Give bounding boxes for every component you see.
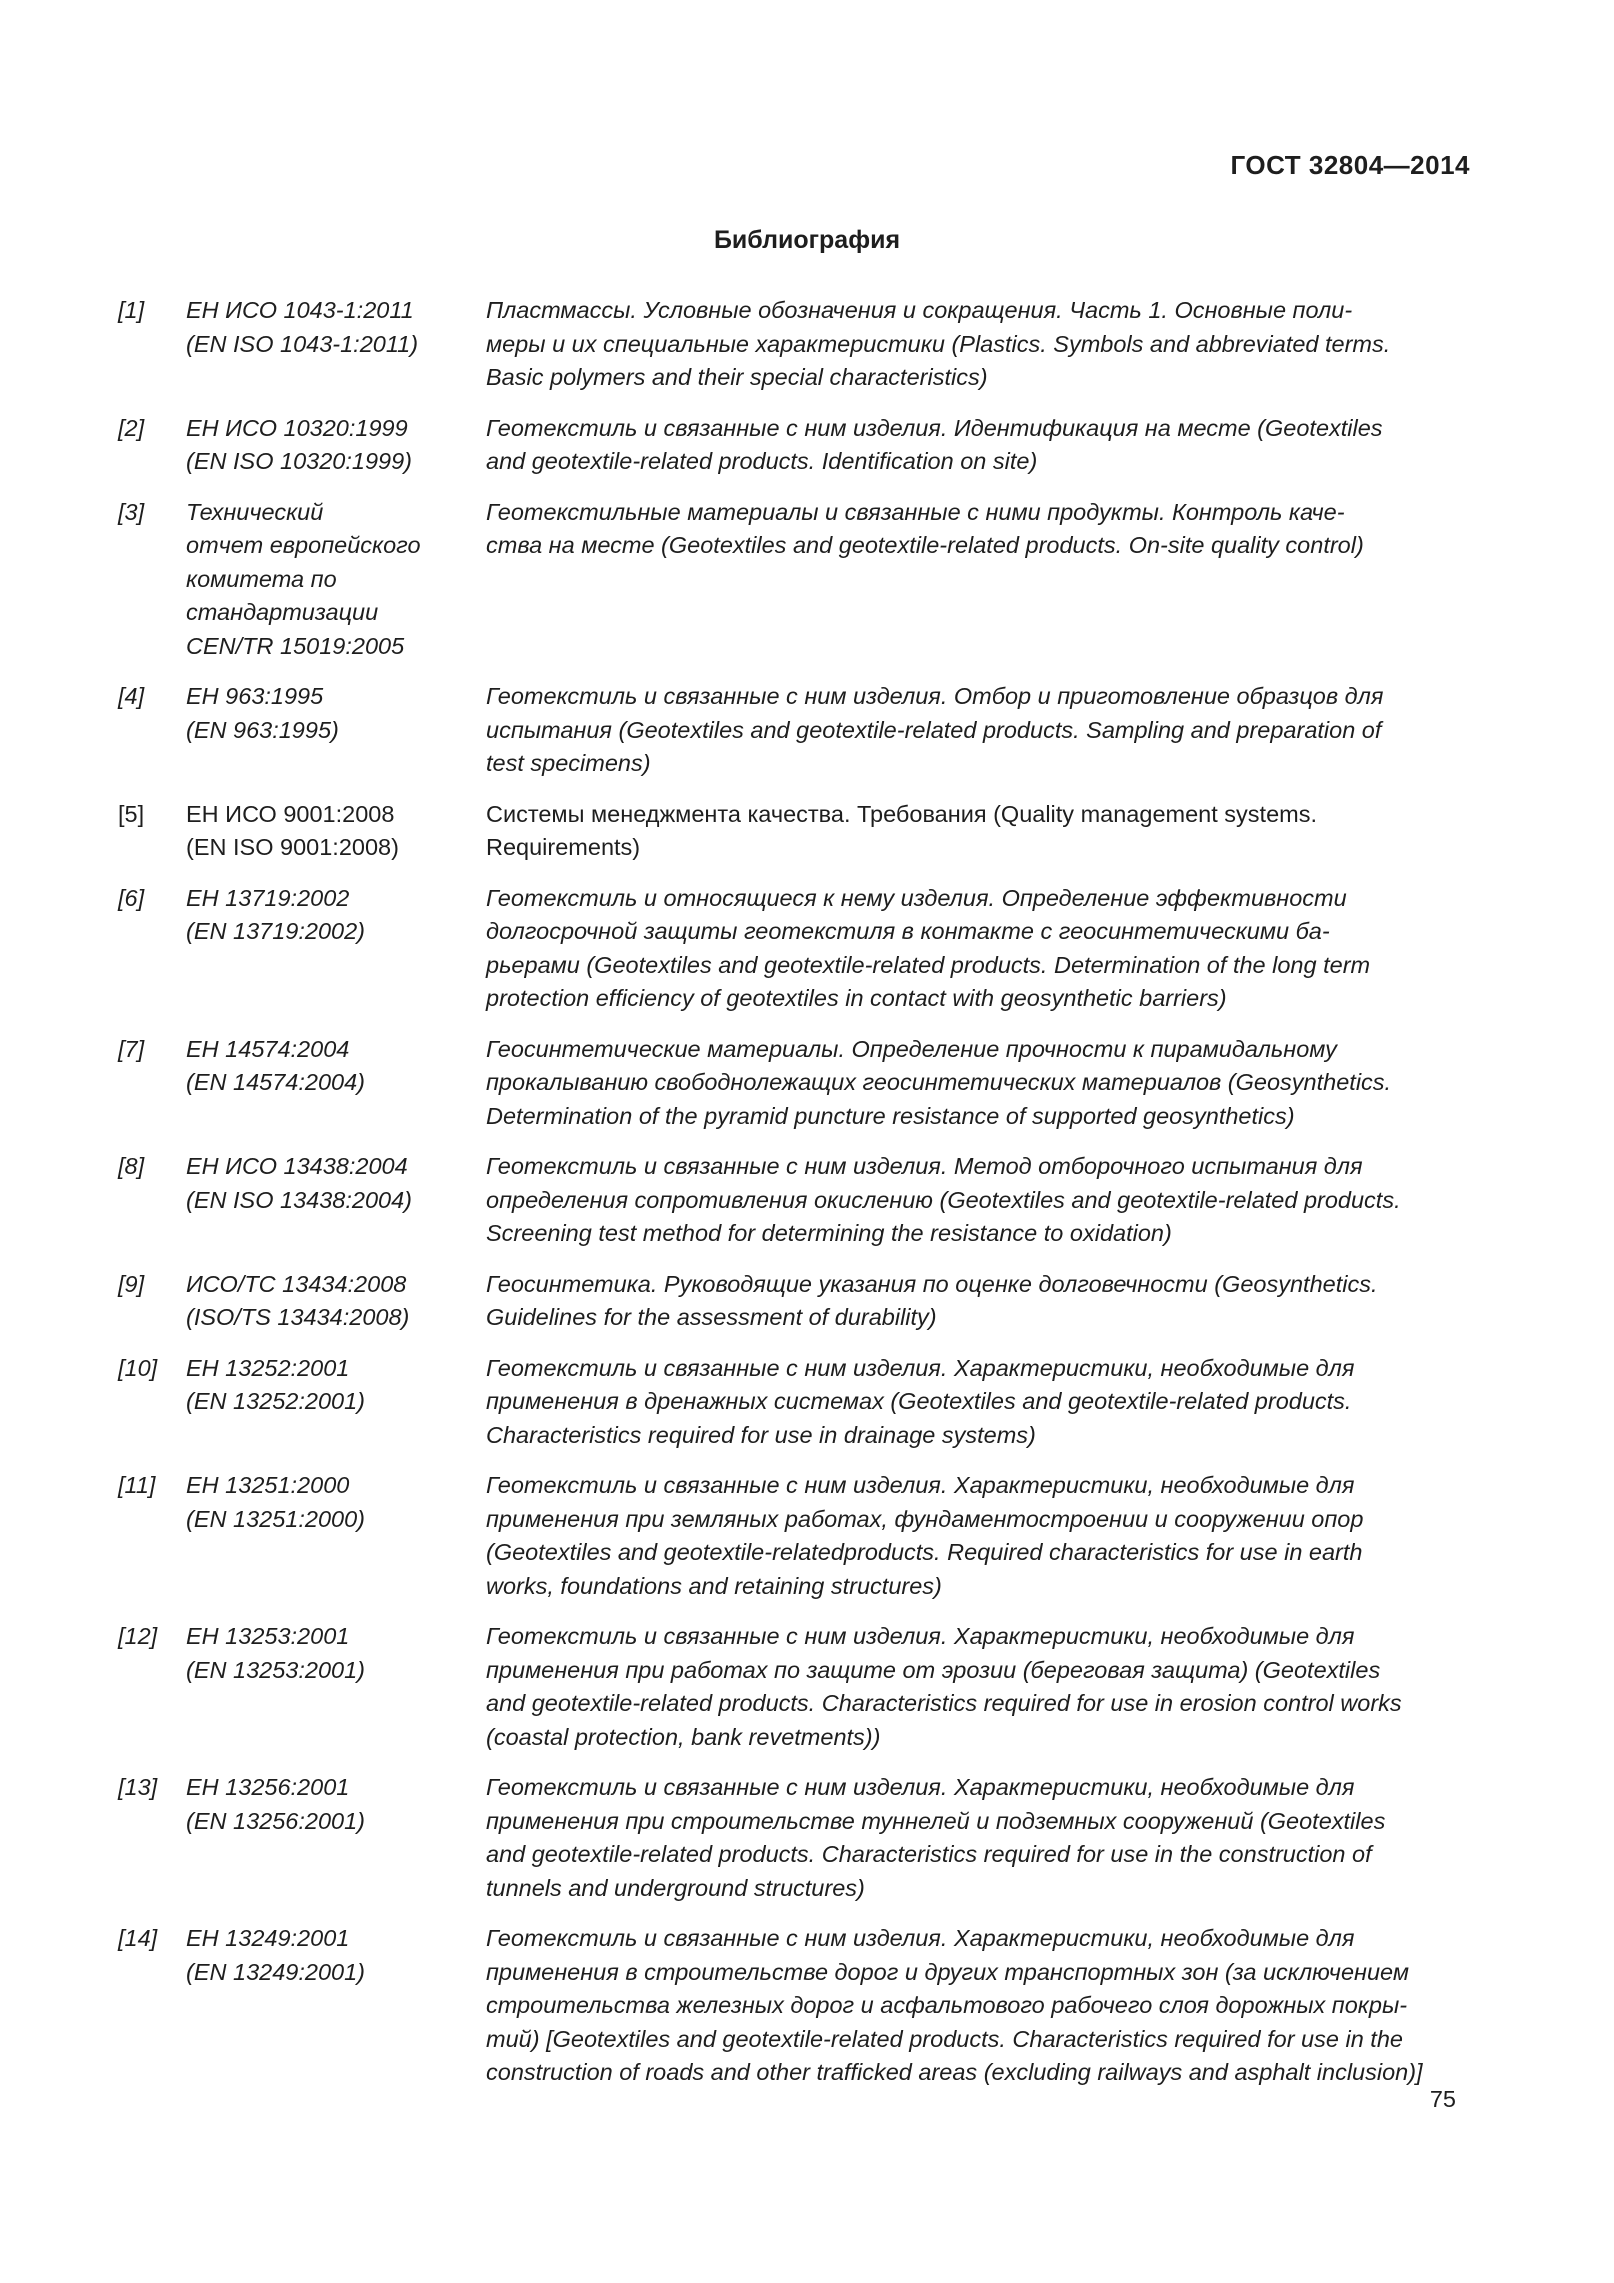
bibliography-entry-12 (118, 1620, 1480, 1754)
page-title: Библиография (713, 226, 901, 254)
bibliography-entry-7 (118, 1033, 1480, 1134)
bibliography-entry-4 (118, 680, 1480, 781)
entry-number: [3] (118, 498, 145, 525)
entry-standard-code: ЕН ИСО 9001:2008 (EN ISO 9001:2008) (186, 800, 399, 860)
bibliography-entry-5 (118, 798, 1480, 865)
entry-standard-code: ЕН 13719:2002 (EN 13719:2002) (186, 884, 365, 944)
entry-number: [1] (118, 297, 145, 323)
entry-description: Геотекстиль и связанные с ним изделия. Отбор и приготовление образцов для испытания (Geotextiles and geotextile-related products. Sampling and preparation of test specimens) (486, 683, 1384, 776)
entry-standard-code: ЕН 13249:2001 (EN 13249:2001) (186, 1925, 365, 1985)
entry-standard-code: Технический отчет европейского комитета по стандартизации CEN/TR 15019:2005 (186, 498, 421, 659)
bibliography-entry-11 (118, 1469, 1480, 1603)
entry-description: Пластмассы. Условные обозначения и сокращения. Часть 1. Основные поли- меры и их специальные характеристики (Plastics. Symbols and abbreviated terms. Basic polymers and their special characteristics) (486, 297, 1391, 390)
entry-description: Геотекстиль и связанные с ним изделия. Характеристики, необходимые для применения при работах по защите от эрозии (береговая защита) (Geotextiles and geotextile-related products. Characteristics required for use in erosion control works (coastal protection, bank revetments)) (486, 1623, 1402, 1750)
entry-description: Геотекстиль и связанные с ним изделия. Характеристики, необходимые для применения в строительстве дорог и других транспортных зон (за исключением строительства железных дорог и асфальтового рабочего слоя дорожных покры- тий) [Geotextiles and geotextile-related products. Characteristics required for use in the construction of roads and other trafficked areas (excluding railways and asphalt inclusion)] (486, 1925, 1423, 2085)
bibliography-entry-8 (118, 1150, 1480, 1251)
entry-number: [14] (118, 1925, 158, 1951)
entry-number: [13] (118, 1774, 158, 1800)
bibliography-entry-14 (118, 1922, 1480, 2090)
entry-standard-code: ЕН ИСО 1043-1:2011 (EN ISO 1043-1:2011) (186, 297, 419, 357)
entry-standard-code: ЕН ИСО 10320:1999 (EN ISO 10320:1999) (186, 414, 412, 474)
bibliography-entry-10 (118, 1352, 1480, 1453)
entry-description: Геотекстиль и связанные с ним изделия. Характеристики, необходимые для применения в дренажных системах (Geotextiles and geotextile-related products. Characteristics required for use in drainage systems) (486, 1354, 1355, 1448)
page-number: 75 (1429, 2086, 1456, 2112)
entry-standard-code: ИСО/ТС 13434:2008 (ISO/TS 13434:2008) (186, 1270, 410, 1330)
bibliography-list (118, 294, 1480, 2107)
entry-standard-code: ЕН 963:1995 (EN 963:1995) (186, 683, 339, 743)
entry-description: Геотекстиль и связанные с ним изделия. Метод отборочного испытания для определения сопротивления окислению (Geotextiles and geotextile-related products. Screening test method for determining the resistance to oxidation) (486, 1153, 1401, 1246)
entry-number: [8] (118, 1153, 145, 1179)
bibliography-entry-9 (118, 1268, 1480, 1335)
entry-number: [4] (118, 683, 145, 709)
bibliography-entry-6 (118, 882, 1480, 1016)
bibliography-entry-13 (118, 1771, 1480, 1905)
entry-standard-code: ЕН 14574:2004 (EN 14574:2004) (186, 1035, 365, 1095)
entry-number: [10] (118, 1354, 158, 1381)
entry-number: [2] (118, 414, 145, 441)
entry-number: [6] (118, 884, 145, 911)
entry-description: Системы менеджмента качества. Требования (Quality management systems. Requirements) (486, 800, 1317, 860)
entry-standard-code: ЕН 13251:2000 (EN 13251:2000) (186, 1472, 365, 1532)
entry-standard-code: ЕН ИСО 13438:2004 (EN ISO 13438:2004) (186, 1153, 412, 1213)
entry-description: Геотекстиль и связанные с ним изделия. Идентификация на месте (Geotextiles and geotextile-related products. Identification on site) (486, 414, 1383, 474)
entry-description: Геотекстиль и связанные с ним изделия. Характеристики, необходимые для применения при строительстве туннелей и подземных сооружений (Geotextiles and geotextile-related products. Characteristics required for use in the construction of tunnels and underground structures) (486, 1774, 1386, 1901)
entry-standard-code: ЕН 13252:2001 (EN 13252:2001) (186, 1354, 365, 1414)
document-code: ГОСТ 32804—2014 (1230, 150, 1470, 180)
entry-number: [12] (118, 1623, 158, 1649)
entry-number: [5] (118, 800, 145, 827)
entry-description: Геотекстильные материалы и связанные с ними продукты. Контроль каче- ства на месте (Geotextiles and geotextile-related products. On-site quality control) (486, 498, 1364, 558)
entry-description: Геотекстиль и относящиеся к нему изделия. Определение эффективности долгосрочной защиты геотекстиля в контакте с геосинтетическими ба- рьерами (Geotextiles and geotextile-related products. Determination of the long term protection efficiency of geotextiles in contact with geosynthetic barriers) (486, 884, 1371, 1011)
entry-description: Геотекстиль и связанные с ним изделия. Характеристики, необходимые для применения при земляных работах, фундаментостроении и сооружении опор (Geotextiles and geotextile-relatedproducts. Required characteristics for use in earth works, foundations and retaining structures) (486, 1472, 1364, 1599)
entry-description: Геосинтетика. Руководящие указания по оценке долговечности (Geosynthetics. Guidelines for the assessment of durability) (486, 1270, 1378, 1330)
entry-standard-code: ЕН 13253:2001 (EN 13253:2001) (186, 1623, 365, 1683)
entry-description: Геосинтетические материалы. Определение прочности к пирамидальному прокалыванию свободнолежащих геосинтетических материалов (Geosynthetics. Determination of the pyramid puncture resistance of supported geosynthetics) (486, 1035, 1392, 1129)
bibliography-entry-3 (118, 496, 1480, 664)
entry-number: [11] (118, 1472, 156, 1498)
entry-number: [7] (118, 1035, 145, 1062)
entry-number: [9] (118, 1270, 145, 1297)
bibliography-entry-1 (118, 294, 1480, 395)
entry-standard-code: ЕН 13256:2001 (EN 13256:2001) (186, 1774, 365, 1834)
bibliography-entry-2 (118, 412, 1480, 479)
